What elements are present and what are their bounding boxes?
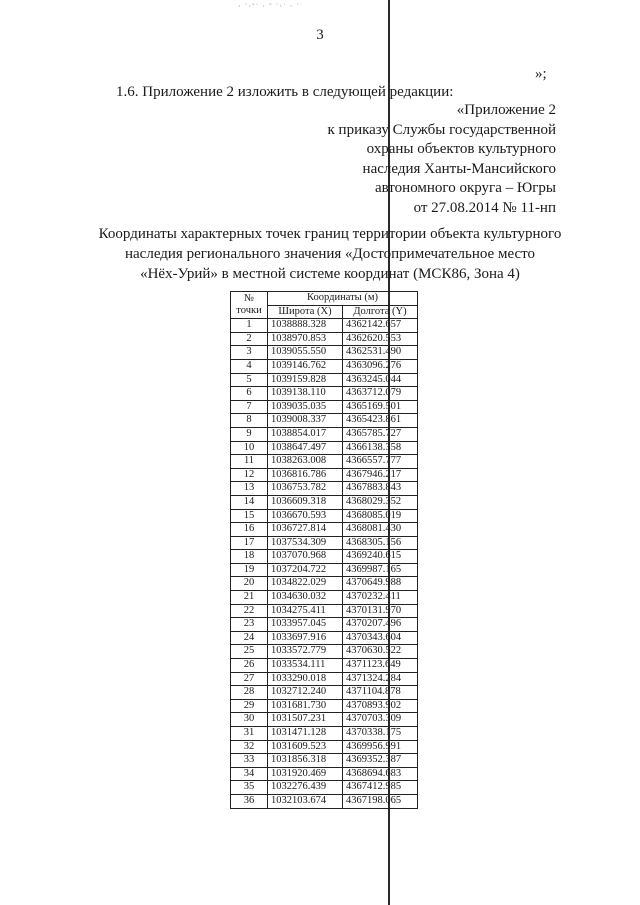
closing-quote-mark: »; (535, 66, 547, 82)
latitude-cell: 1036609.318 (268, 495, 343, 509)
latitude-cell: 1038970.853 (268, 332, 343, 346)
table-row (231, 713, 418, 727)
table-row (231, 359, 418, 373)
latitude-cell: 1039055.550 (268, 346, 343, 360)
point-number-header-line2: точки (236, 305, 262, 317)
latitude-cell: 1031507.231 (268, 713, 343, 727)
table-row (231, 672, 418, 686)
point-number-cell: 19 (231, 563, 268, 577)
table-body (231, 319, 418, 808)
latitude-cell: 1033534.111 (268, 659, 343, 673)
latitude-cell: 1034630.032 (268, 591, 343, 605)
point-number-cell: 9 (231, 427, 268, 441)
point-number-cell: 5 (231, 373, 268, 387)
point-number-cell: 8 (231, 414, 268, 428)
longitude-cell: 4370207.496 (343, 618, 418, 632)
longitude-cell: 4368694.683 (343, 767, 418, 781)
table-row (231, 427, 418, 441)
longitude-cell: 4365169.501 (343, 400, 418, 414)
table-row (231, 550, 418, 564)
latitude-cell: 1037204.722 (268, 563, 343, 577)
appendix-line: от 27.08.2014 № 11-нп (413, 199, 556, 216)
latitude-cell: 1036753.782 (268, 482, 343, 496)
longitude-cell: 4371123.649 (343, 659, 418, 673)
longitude-cell: 4365423.861 (343, 414, 418, 428)
heading-line: Координаты характерных точек границ территории объекта культурного (98, 226, 562, 242)
point-number-cell: 12 (231, 468, 268, 482)
coordinates-group-header: Координаты (м) (268, 292, 418, 306)
longitude-cell: 4370338.175 (343, 727, 418, 741)
table-row (231, 618, 418, 632)
latitude-cell: 1037534.309 (268, 536, 343, 550)
point-number-cell: 23 (231, 618, 268, 632)
table-row (231, 781, 418, 795)
latitude-cell: 1037070.968 (268, 550, 343, 564)
longitude-cell: 4371324.284 (343, 672, 418, 686)
point-number-cell: 24 (231, 631, 268, 645)
longitude-cell: 4367883.843 (343, 482, 418, 496)
longitude-cell: 4363096.276 (343, 359, 418, 373)
appendix-line: к приказу Службы государственной (327, 121, 556, 138)
table-row (231, 400, 418, 414)
table-row (231, 591, 418, 605)
table-row (231, 659, 418, 673)
table-row (231, 727, 418, 741)
latitude-cell: 1036670.593 (268, 509, 343, 523)
point-number-cell: 28 (231, 686, 268, 700)
table-row (231, 509, 418, 523)
table-row (231, 373, 418, 387)
table-row (231, 455, 418, 469)
longitude-cell: 4368081.430 (343, 523, 418, 537)
table-row (231, 468, 418, 482)
appendix-line: охраны объектов культурного (366, 141, 556, 157)
appendix-line: автономного округа – Югры (374, 180, 556, 196)
latitude-cell: 1034275.411 (268, 604, 343, 618)
latitude-cell: 1036816.786 (268, 468, 343, 482)
point-number-cell: 31 (231, 727, 268, 741)
longitude-cell: 4369352.387 (343, 754, 418, 768)
point-number-header (231, 292, 268, 319)
table-row (231, 686, 418, 700)
longitude-cell: 4363245.044 (343, 373, 418, 387)
point-number-cell: 13 (231, 482, 268, 496)
latitude-cell: 1039008.337 (268, 414, 343, 428)
longitude-cell: 4370630.522 (343, 645, 418, 659)
longitude-header: Долгота (Y) (343, 305, 418, 319)
point-number-cell: 35 (231, 781, 268, 795)
point-number-cell: 25 (231, 645, 268, 659)
longitude-cell: 4362620.553 (343, 332, 418, 346)
table-row (231, 414, 418, 428)
table-row (231, 523, 418, 537)
longitude-cell: 4362142.657 (343, 319, 418, 333)
longitude-cell: 4370703.309 (343, 713, 418, 727)
point-number-cell: 22 (231, 604, 268, 618)
point-number-cell: 26 (231, 659, 268, 673)
longitude-cell: 4369987.165 (343, 563, 418, 577)
point-number-cell: 20 (231, 577, 268, 591)
point-number-cell: 14 (231, 495, 268, 509)
appendix-header (236, 101, 556, 218)
longitude-cell: 4367946.217 (343, 468, 418, 482)
point-number-cell: 36 (231, 794, 268, 808)
appendix-line: наследия Ханты-Мансийского (362, 160, 556, 177)
longitude-cell: 4368029.352 (343, 495, 418, 509)
point-number-cell: 16 (231, 523, 268, 537)
longitude-cell: 4370649.988 (343, 577, 418, 591)
longitude-cell: 4369240.615 (343, 550, 418, 564)
point-number-cell: 27 (231, 672, 268, 686)
point-number-cell: 11 (231, 455, 268, 469)
table-row (231, 767, 418, 781)
point-number-cell: 7 (231, 400, 268, 414)
table-row (231, 577, 418, 591)
longitude-cell: 4365785.727 (343, 427, 418, 441)
longitude-cell: 4369956.991 (343, 740, 418, 754)
point-number-cell: 3 (231, 346, 268, 360)
table-row (231, 536, 418, 550)
latitude-cell: 1038263.008 (268, 455, 343, 469)
point-number-cell: 15 (231, 509, 268, 523)
amendment-paragraph: 1.6. Приложение 2 изложить в следующей редакции: (116, 84, 454, 100)
table-row (231, 441, 418, 455)
heading-line: «Нёх-Урий» в местной системе координат (МСК86, Зона 4) (140, 266, 520, 282)
scan-artifact: · ˙·˘˙ · ˘ ˙·˙ · ˙ (238, 2, 300, 11)
latitude-cell: 1038854.017 (268, 427, 343, 441)
latitude-cell: 1033697.916 (268, 631, 343, 645)
latitude-cell: 1033572.779 (268, 645, 343, 659)
longitude-cell: 4371104.878 (343, 686, 418, 700)
longitude-cell: 4366138.358 (343, 441, 418, 455)
latitude-cell: 1036727.814 (268, 523, 343, 537)
latitude-cell: 1031681.730 (268, 699, 343, 713)
point-number-cell: 18 (231, 550, 268, 564)
appendix-line: «Приложение 2 (456, 102, 556, 118)
table-row (231, 794, 418, 808)
longitude-cell: 4366557.777 (343, 455, 418, 469)
longitude-cell: 4370131.970 (343, 604, 418, 618)
point-number-cell: 21 (231, 591, 268, 605)
heading-line: наследия регионального значения «Достопримечательное место (124, 246, 535, 262)
table-row (231, 387, 418, 401)
document-heading (60, 224, 600, 284)
table-row (231, 319, 418, 333)
latitude-cell: 1039035.035 (268, 400, 343, 414)
longitude-cell: 4362531.490 (343, 346, 418, 360)
latitude-cell: 1039159.828 (268, 373, 343, 387)
table-row (231, 740, 418, 754)
table-row (231, 754, 418, 768)
latitude-cell: 1039138.110 (268, 387, 343, 401)
longitude-cell: 4370893.902 (343, 699, 418, 713)
table-row (231, 495, 418, 509)
longitude-cell: 4370232.411 (343, 591, 418, 605)
point-number-cell: 17 (231, 536, 268, 550)
latitude-cell: 1031609.523 (268, 740, 343, 754)
point-number-cell: 30 (231, 713, 268, 727)
table-row (231, 604, 418, 618)
table-row (231, 631, 418, 645)
latitude-cell: 1033290.018 (268, 672, 343, 686)
longitude-cell: 4368305.156 (343, 536, 418, 550)
table-row (231, 563, 418, 577)
latitude-cell: 1034822.029 (268, 577, 343, 591)
longitude-cell: 4367412.985 (343, 781, 418, 795)
longitude-cell: 4367198.065 (343, 794, 418, 808)
point-number-cell: 33 (231, 754, 268, 768)
table-row (231, 645, 418, 659)
point-number-header-line1: № (243, 292, 255, 304)
point-number-cell: 2 (231, 332, 268, 346)
point-number-cell: 10 (231, 441, 268, 455)
table-header-row (231, 292, 418, 306)
latitude-cell: 1039146.762 (268, 359, 343, 373)
latitude-cell: 1031856.318 (268, 754, 343, 768)
table-row (231, 332, 418, 346)
page-number: 3 (316, 27, 324, 43)
point-number-cell: 6 (231, 387, 268, 401)
latitude-cell: 1031920.469 (268, 767, 343, 781)
latitude-cell: 1031471.128 (268, 727, 343, 741)
latitude-cell: 1032712.240 (268, 686, 343, 700)
longitude-cell: 4370343.604 (343, 631, 418, 645)
latitude-header: Широта (X) (268, 305, 343, 319)
table-row (231, 482, 418, 496)
latitude-cell: 1032276.439 (268, 781, 343, 795)
table-row (231, 346, 418, 360)
longitude-cell: 4368085.019 (343, 509, 418, 523)
point-number-cell: 1 (231, 319, 268, 333)
point-number-cell: 32 (231, 740, 268, 754)
longitude-cell: 4363712.079 (343, 387, 418, 401)
table-row (231, 699, 418, 713)
point-number-cell: 4 (231, 359, 268, 373)
point-number-cell: 29 (231, 699, 268, 713)
point-number-cell: 34 (231, 767, 268, 781)
latitude-cell: 1038888.328 (268, 319, 343, 333)
latitude-cell: 1032103.674 (268, 794, 343, 808)
coordinates-table (230, 291, 418, 809)
latitude-cell: 1033957.045 (268, 618, 343, 632)
latitude-cell: 1038647.497 (268, 441, 343, 455)
